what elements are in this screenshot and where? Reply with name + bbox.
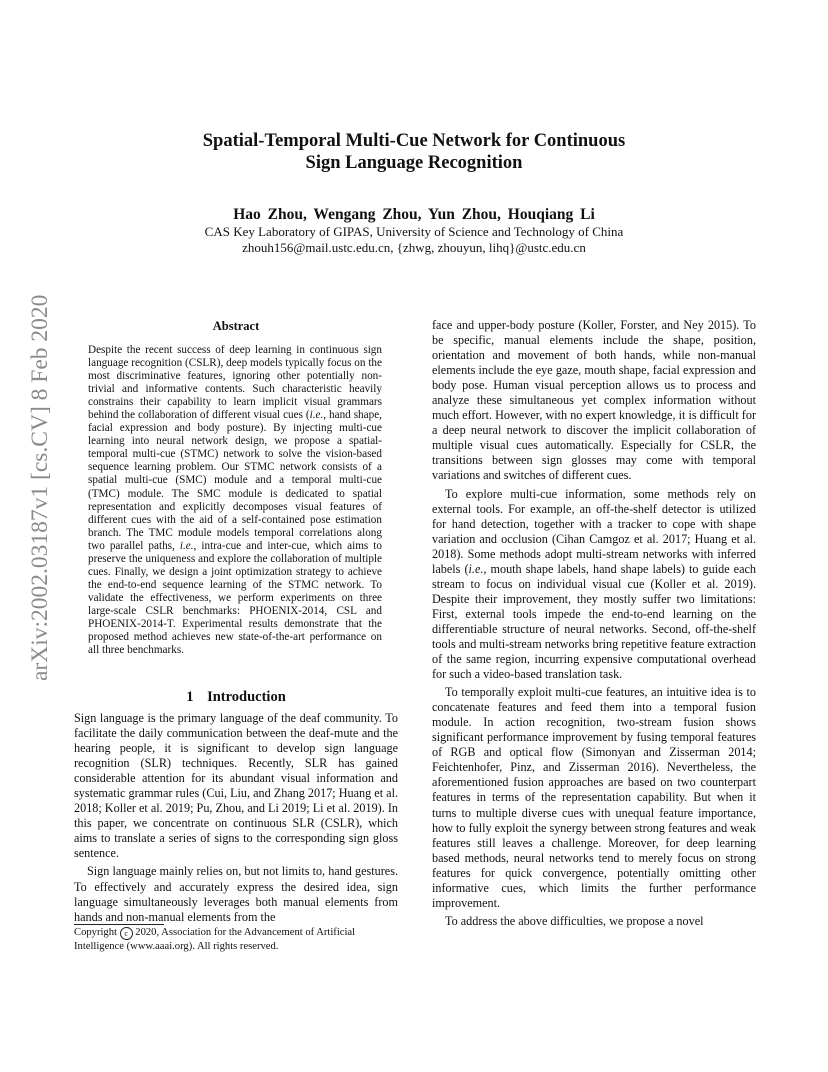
footnote-rule xyxy=(74,924,164,925)
right-paragraph-1: face and upper-body posture (Koller, Forster, and Ney 2015). To be specific, manual elements include the shape, position, orientation and movement of both hands, while non-manual elements include the eye gaze, mouth shape, facial expression and body pose. Human visual perception allows us to process and analyze these simultaneous yet complex information without much effort. However, with no expert knowledge, it is difficult for a deep neural network to discover the implicit collaboration of multiple visual cues automatically. Especially for CSLR, the transitions between sign glosses may come with temporal variations and switches of different cues. xyxy=(432,318,756,483)
author-list: Hao Zhou, Wengang Zhou, Yun Zhou, Houqiang Li xyxy=(233,206,595,223)
right-p2-ie: i.e. xyxy=(468,561,484,576)
abstract-heading: Abstract xyxy=(212,319,260,333)
copyright-footnote xyxy=(74,926,400,953)
right-paragraph-4: To address the above difficulties, we propose a novel xyxy=(445,913,704,928)
right-p2-text-a: To explore multi-cue information, some methods rely on external tools. For example, an off-the-shelf detector is utilized for hand detection, together with a tracker to cope with shape variation and occlusion (Cihan Camgoz et al. 2017; Huang et al. 2018). Some methods adopt multi-stream networks with inferred labels ( xyxy=(432,486,756,576)
copyright-text: 2020, Association for the Advancement of Artificial Intelligence (www.aaai.org). All rights reserved. xyxy=(74,927,356,952)
section-title: Introduction xyxy=(207,689,286,705)
abstract-text-a: Despite the recent success of deep learning in continuous sign language recognition (CSLR), deep models typically focus on the most discriminative features, ignoring other potentially non-trivial and informative contents. Such characteristic heavily constrains their capability to learn implicit visual grammars behind the collaboration of different visual cues ( xyxy=(88,344,382,422)
arxiv-side-stamp: arXiv:2002.03187v1 [cs.CV] 8 Feb 2020 xyxy=(27,294,53,682)
right-paragraph-3: To temporally exploit multi-cue features, an intuitive idea is to concatenate features and feed them into a temporal fusion module. In action recognition, two-stream fusion shows significant performance improvement by fusing temporal features of RGB and optical flow (Simonyan and Zisserman 2014; Feichtenhofer, Pinz, and Zisserman 2016). Nevertheless, the aforementioned fusion approaches are based on two counterpart features in terms of the representation capability. But when it turns to multiple diverse cues with unequal feature importance, how to fully exploit the synergy between strong features and weak features still leaves a challenge. Moreover, for deep learning based methods, neural networks tend to merely focus on strong features for quick convergence, potentially omitting other informative cues, which limits the further performance improvement. xyxy=(432,685,757,910)
title-line-2: Sign Language Recognition xyxy=(305,153,523,173)
intro-paragraph-1: Sign language is the primary language of the deaf community. To facilitate the daily communication between the deaf-mute and the hearing people, it is significant to develop sign language recognition (SLR) techniques. Recently, SLR has gained considerable attention for its abundant visual information and systematic grammar rules (Cui, Liu, and Zhang 2017; Huang et al. 2018; Koller et al. 2019; Pu, Zhou, and Li 2019; Li et al. 2019). In this paper, we concentrate on continuous SLR (CSLR), which aims to translate a series of signs to the corresponding sign gloss sentence. xyxy=(74,711,398,861)
right-paragraph-2 xyxy=(432,487,756,683)
intro-paragraph-2: Sign language mainly relies on, but not limits to, hand gestures. To effectively and accurately express the desired idea, sign language simultaneously leverages both manual elements from hands and non-manual elements from the xyxy=(74,864,398,924)
title-line-1: Spatial-Temporal Multi-Cue Network for Continuous xyxy=(202,131,626,151)
left-column xyxy=(74,711,398,925)
section-number: 1 xyxy=(186,689,194,705)
abstract-text-c: , intra-cue and inter-cue, which aims to preserve the uniqueness and explore the collaboration of multiple cues. Finally, we design a joint optimization strategy to achieve the end-to-end sequence learning of the STMC network. To validate the effectiveness, we perform experiments on three large-scale CSLR benchmarks: PHOENIX-2014, CSL and PHOENIX-2014-T. Experimental results demonstrate that the proposed method achieves new state-of-the-art performance on all three benchmarks. xyxy=(88,539,383,657)
abstract-text-b: , hand shape, facial expression and body posture). By injecting multi-cue learning into neural network design, we propose a spatial-temporal multi-cue (STMC) network to solve the vision-based sequence learning problem. Our STMC network consists of a spatial multi-cue (SMC) module and a temporal multi-cue (TMC) module. The SMC module is dedicated to spatial representation and explicitly decomposes visual features of different cues with the aid of a self-contained pose estimation branch. The TMC module models temporal correlations along two parallel paths, xyxy=(88,409,382,552)
abstract-ie-1: i.e. xyxy=(309,409,324,422)
affiliation: CAS Key Laboratory of GIPAS, University of Science and Technology of China xyxy=(204,224,624,239)
right-column xyxy=(432,318,756,929)
section-heading-introduction xyxy=(74,688,398,706)
abstract-text xyxy=(88,344,382,657)
copyright-label: Copyright xyxy=(74,927,117,938)
copyright-symbol: c xyxy=(120,927,133,940)
abstract-ie-2: i.e. xyxy=(179,539,194,552)
right-p2-text-b: , mouth shape labels, hand shape labels) to guide each stream to focus on individual visual cue (Koller et al. 2019). Despite their improvement, they mostly suffer two limitations: First, external tools impede the end-to-end learning on the differentiable structure of neural networks. Second, off-the-shelf tools and multi-stream networks bring repetitive feature extraction of the same region, incurring expensive computational overhead for such a video-based translation task. xyxy=(432,561,756,682)
paper-title xyxy=(110,130,718,174)
author-emails: zhouh156@mail.ustc.edu.cn, {zhwg, zhouyun, lihq}@ustc.edu.cn xyxy=(242,240,586,255)
